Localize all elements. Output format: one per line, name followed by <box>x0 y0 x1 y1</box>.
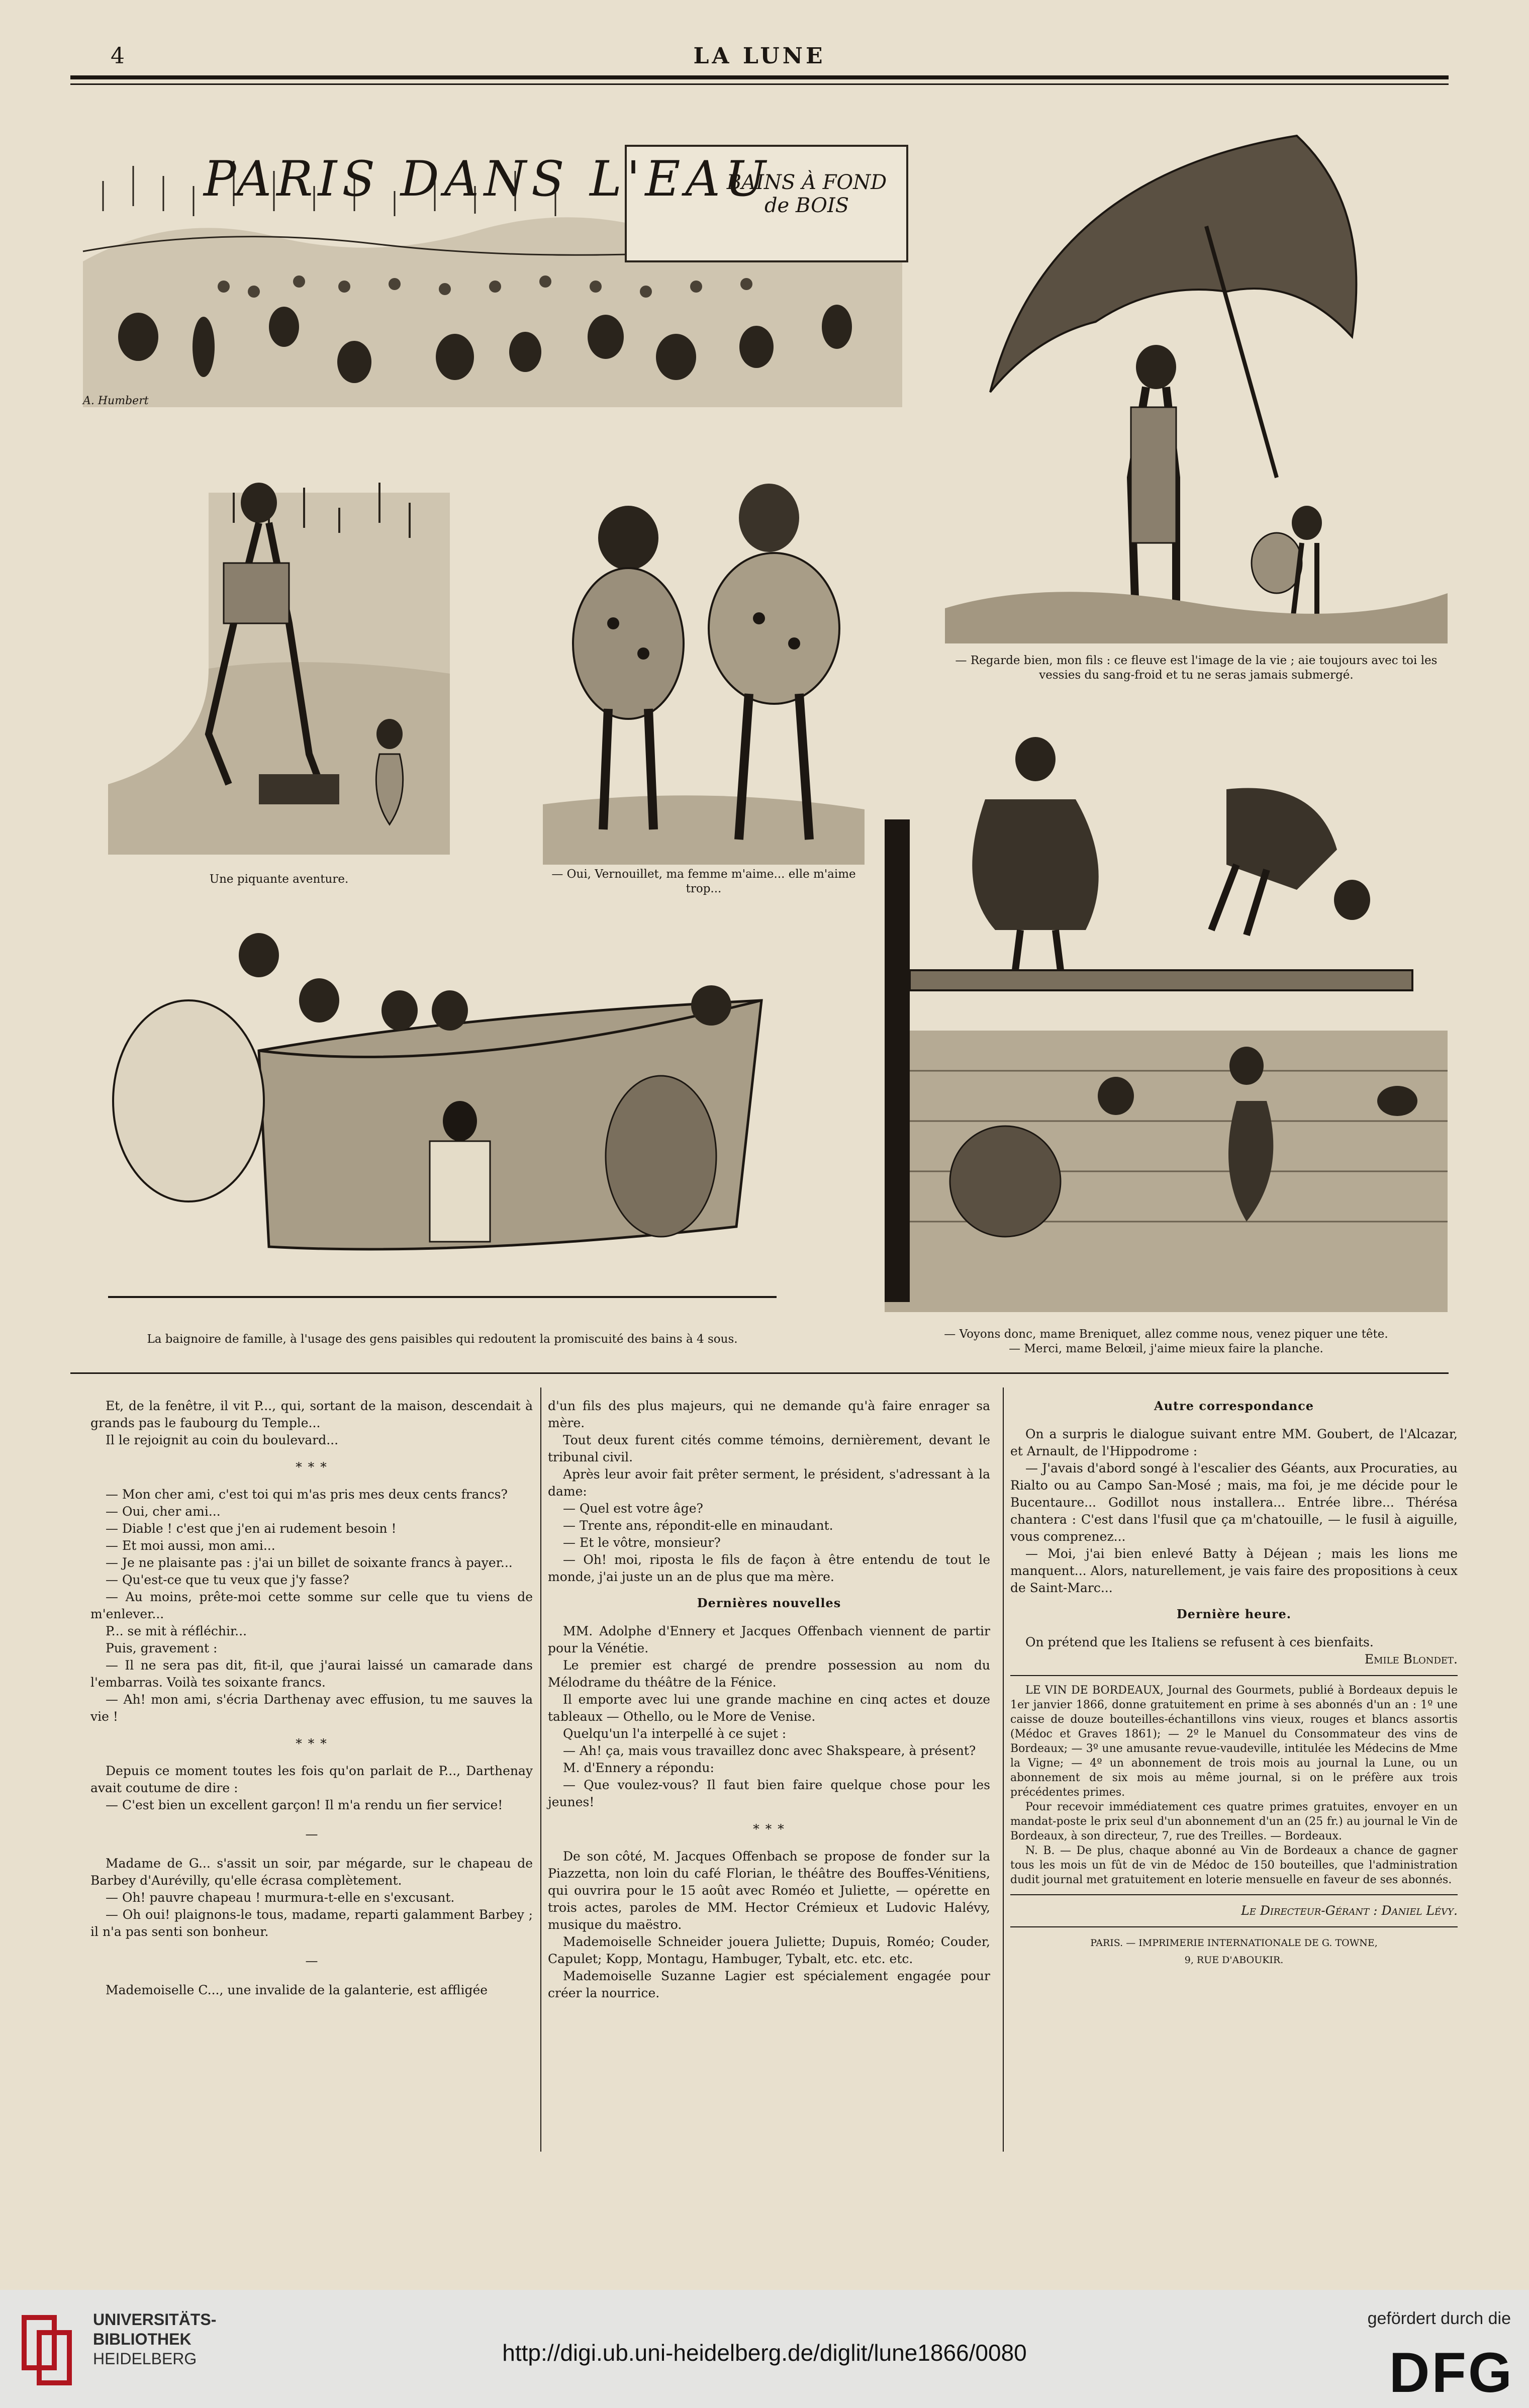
paragraph: Quelqu'un l'a interpellé à ce sujet : <box>563 1726 787 1741</box>
header-rule-thick <box>70 75 1449 79</box>
section-heading: Autre correspondance <box>1154 1399 1314 1413</box>
caption-vernouillet: — Oui, Vernouillet, ma femme m'aime... elle m'aime trop... <box>551 868 856 895</box>
caption-baignoire: La baignoire de famille, à l'usage des gens paisibles qui redoutent la promiscuité des bains à 4 sous. <box>147 1333 738 1346</box>
dfg-logo: DFG <box>1389 2341 1514 2404</box>
paragraph: — C'est bien un excellent garçon! Il m'a rendu un fier service! <box>106 1798 503 1812</box>
text-column-3 <box>1010 1398 1458 1969</box>
box-rule <box>1010 1926 1458 1927</box>
director-line: Le Directeur-Gérant : Daniel Lévy. <box>1241 1903 1458 1918</box>
column-rule-1 <box>540 1387 541 2152</box>
caption-diving-2: — Merci, mame Belœil, j'aime mieux faire la planche. <box>1009 1342 1323 1355</box>
paragraph: — Que voulez-vous? Il faut bien faire quelque chose pour les jeunes! <box>548 1778 990 1809</box>
advertisement-paragraph: LE VIN DE BORDEAUX, Journal des Gourmets, publié à Bordeaux depuis le 1er janvier 1866, donne gratuitement en prime à ses abonnés d'un an : 1º une caisse de douze bouteilles-échantillons vins vieux, rouges et blancs assortis (Médoc et Graves 1861); — 2º le Manuel du Consommateur des vins de Bordeaux; — 3º une amusante revue-vaudeville, intitulée les Médecins de Mme la Vigne; — 4º un abonnement de trois mois au journal la Lune, ou un abonnement de six mois au même journal, si on le préfère aux trois précédentes primes. <box>1010 1684 1458 1799</box>
illustration-baignoire-de-famille <box>108 925 777 1327</box>
paragraph: — J'avais d'abord songé à l'escalier des Géants, aux Procuraties, au Rialto ou au Campo San-Mosé ; mais, ma foi, je me décide pour le Bucentaure... Godillot nous installera... Entrée libre... Thérésa chantera : C'est dans l'fusil que ça m'chatouille, — le fusil à aiguille, vous comprenez... <box>1010 1461 1458 1544</box>
funding-note: gefördert durch die <box>1367 2309 1511 2328</box>
paragraph: — Qu'est-ce que tu veux que j'y fasse? <box>106 1572 349 1587</box>
advertisement-paragraph: N. B. — De plus, chaque abonné au Vin de Bordeaux a chance de gagner tous les mois un fût de vin de Médoc de 150 bouteilles, que l'administration dudit journal met gratuitement en loterie mensuelle en faveur de ses abonnés. <box>1010 1844 1458 1886</box>
paragraph: — Au moins, prête-moi cette somme sur celle que tu viens de m'enlever... <box>90 1590 533 1621</box>
illustration-diving-board <box>885 719 1448 1312</box>
section-heading: Dernières nouvelles <box>697 1596 841 1610</box>
caption-umbrella: — Regarde bien, mon fils : ce fleuve est l'image de la vie ; aie toujours avec toi les vessies du sang-froid et tu ne seras jamais submergé. <box>955 654 1438 682</box>
paragraph: — Quel est votre âge? <box>563 1501 703 1516</box>
illustration-piquante-aventure <box>108 473 450 855</box>
asterism: * * * <box>296 1460 328 1474</box>
institution-line: UNIVERSITÄTS- <box>93 2310 217 2329</box>
paragraph: — Je ne plaisante pas : j'ai un billet de soixante francs à payer... <box>106 1555 513 1570</box>
section-dash: — <box>305 1827 318 1841</box>
paragraph: On prétend que les Italiens se refusent à ces bienfaits. <box>1025 1635 1374 1649</box>
caption-diving-1: — Voyons donc, mame Breniquet, allez comme nous, venez piquer une tête. <box>944 1328 1388 1341</box>
paragraph: Madame de G... s'assit un soir, par mégarde, sur le chapeau de Barbey d'Aurévilly, qu'elle écrasa complètement. <box>90 1856 533 1888</box>
paragraph: Mademoiselle Schneider jouera Juliette; Dupuis, Roméo; Couder, Capulet; Kopp, Montagu, Hambuger, Tybalt, etc. etc. etc. <box>548 1934 990 1966</box>
permalink-url[interactable]: http://digi.ub.uni-heidelberg.de/diglit/lune1866/0080 <box>502 2340 1027 2366</box>
caption-piquante-aventure: Une piquante aventure. <box>209 873 349 886</box>
paragraph: Puis, gravement : <box>106 1641 218 1655</box>
paragraph: Mademoiselle Suzanne Lagier est spécialement engagée pour créer la nourrice. <box>548 1969 990 2000</box>
paragraph: M. d'Ennery a répondu: <box>563 1761 714 1775</box>
masthead-title: LA LUNE <box>693 43 826 69</box>
illustration-umbrella-father-son <box>945 126 1448 643</box>
paragraph: — Moi, j'ai bien enlevé Batty à Déjean ; mais les lions me manquent... Alors, naturellement, je vais faire des propositions à ceux de Saint-Marc... <box>1010 1546 1458 1595</box>
paragraph: — Oh! pauvre chapeau ! murmura-t-elle en s'excusant. <box>106 1890 455 1905</box>
paragraph: — Ah! ça, mais vous travaillez donc avec Shakspeare, à présent? <box>563 1743 976 1758</box>
section-heading: Dernière heure. <box>1176 1607 1292 1621</box>
asterism: * * * <box>753 1822 785 1836</box>
header-rule-thin <box>70 83 1449 85</box>
illustration-paris-dans-leau <box>73 136 917 417</box>
paragraph: MM. Adolphe d'Ennery et Jacques Offenbach viennent de partir pour la Vénétie. <box>548 1624 990 1655</box>
paragraph: Depuis ce moment toutes les fois qu'on parlait de P..., Darthenay avait coutume de dire : <box>90 1764 533 1795</box>
asterism: * * * <box>296 1736 328 1751</box>
artist-signature: A. Humbert <box>83 395 149 407</box>
paragraph: d'un fils des plus majeurs, qui ne demande qu'à faire enrager sa mère. <box>548 1399 990 1430</box>
paragraph: — Diable ! c'est que j'en ai rudement besoin ! <box>106 1521 397 1536</box>
column-rule-2 <box>1003 1387 1004 2152</box>
paragraph: Il le rejoignit au coin du boulevard... <box>106 1433 339 1447</box>
text-column-1 <box>90 1398 533 1999</box>
drawn-sign-bains: BAINS À FOND de BOIS <box>726 171 887 217</box>
illustration-vernouillet <box>543 478 865 865</box>
paragraph: Le premier est chargé de prendre possession au nom du Mélodrame du théâtre de la Fénice. <box>548 1658 990 1690</box>
paragraph: — Oui, cher ami... <box>106 1504 221 1519</box>
printer-line: 9, RUE D'ABOUKIR. <box>1184 1955 1284 1966</box>
digitization-footer <box>0 2290 1529 2408</box>
author-signature: Emile Blondet. <box>1364 1652 1458 1666</box>
page-number: 4 <box>111 43 125 69</box>
paragraph: Tout deux furent cités comme témoins, dernièrement, devant le tribunal civil. <box>548 1433 990 1464</box>
institution-line: BIBLIOTHEK <box>93 2330 192 2348</box>
paragraph: On a surpris le dialogue suivant entre MM. Goubert, de l'Alcazar, et Arnault, de l'Hippodrome : <box>1010 1427 1458 1458</box>
paragraph: De son côté, M. Jacques Offenbach se propose de fonder sur la Piazzetta, non loin du café Florian, le théâtre des Bouffes-Vénitiens, qui ouvrira pour le 15 août avec Roméo et Juliette, — opérette en trois actes, paroles de MM. Hector Crémieux et Ludovic Halévy, musique du maëstro. <box>548 1849 990 1932</box>
paragraph: Et, de la fenêtre, il vit P..., qui, sortant de la maison, descendait à grands pas le faubourg du Temple... <box>90 1399 533 1430</box>
paragraph: — Ah! mon ami, s'écria Darthenay avec effusion, tu me sauves la vie ! <box>90 1692 533 1724</box>
paragraph: — Et le vôtre, monsieur? <box>563 1535 721 1550</box>
institution-line: HEIDELBERG <box>93 2350 197 2368</box>
paragraph: — Trente ans, répondit-elle en minaudant. <box>563 1518 833 1533</box>
drawn-lettering-paris-dans-leau: PARIS DANS L'EAU <box>204 151 771 207</box>
text-column-2 <box>548 1398 990 2002</box>
box-rule <box>1010 1894 1458 1895</box>
box-rule <box>1010 1675 1458 1676</box>
paragraph: Il emporte avec lui une grande machine en cinq actes et douze tableaux — Othello, ou le More de Venise. <box>548 1692 990 1724</box>
paragraph: — Oh oui! plaignons-le tous, madame, reparti galamment Barbey ; il n'a pas senti son bonheur. <box>90 1907 533 1939</box>
paragraph: — Mon cher ami, c'est toi qui m'as pris mes deux cents francs? <box>106 1487 508 1502</box>
paragraph: Après leur avoir fait prêter serment, le président, s'adressant à la dame: <box>548 1467 990 1499</box>
advertisement-paragraph: Pour recevoir immédiatement ces quatre primes gratuites, envoyer en un mandat-poste le prix seul d'un abonnement d'un an (25 fr.) au journal le Vin de Bordeaux, à son directeur, 7, rue des Treilles. — Bordeaux. <box>1010 1801 1458 1842</box>
page-header <box>70 41 1449 71</box>
section-dash: — <box>305 1954 318 1968</box>
section-separator <box>70 1372 1449 1374</box>
paragraph: — Et moi aussi, mon ami... <box>106 1538 275 1553</box>
paragraph: P... se mit à réfléchir... <box>106 1624 247 1638</box>
paragraph: — Il ne sera pas dit, fit-il, que j'aurai laissé un camarade dans l'embarras. Voilà tes soixante francs. <box>90 1658 533 1690</box>
paragraph: — Oh! moi, riposta le fils de façon à être entendu de tout le monde, j'ai juste un an de plus que ma mère. <box>548 1552 990 1584</box>
printer-line: PARIS. — IMPRIMERIE INTERNATIONALE DE G. TOWNE, <box>1090 1937 1378 1949</box>
paragraph: Mademoiselle C..., une invalide de la galanterie, est affligée <box>106 1983 488 1997</box>
